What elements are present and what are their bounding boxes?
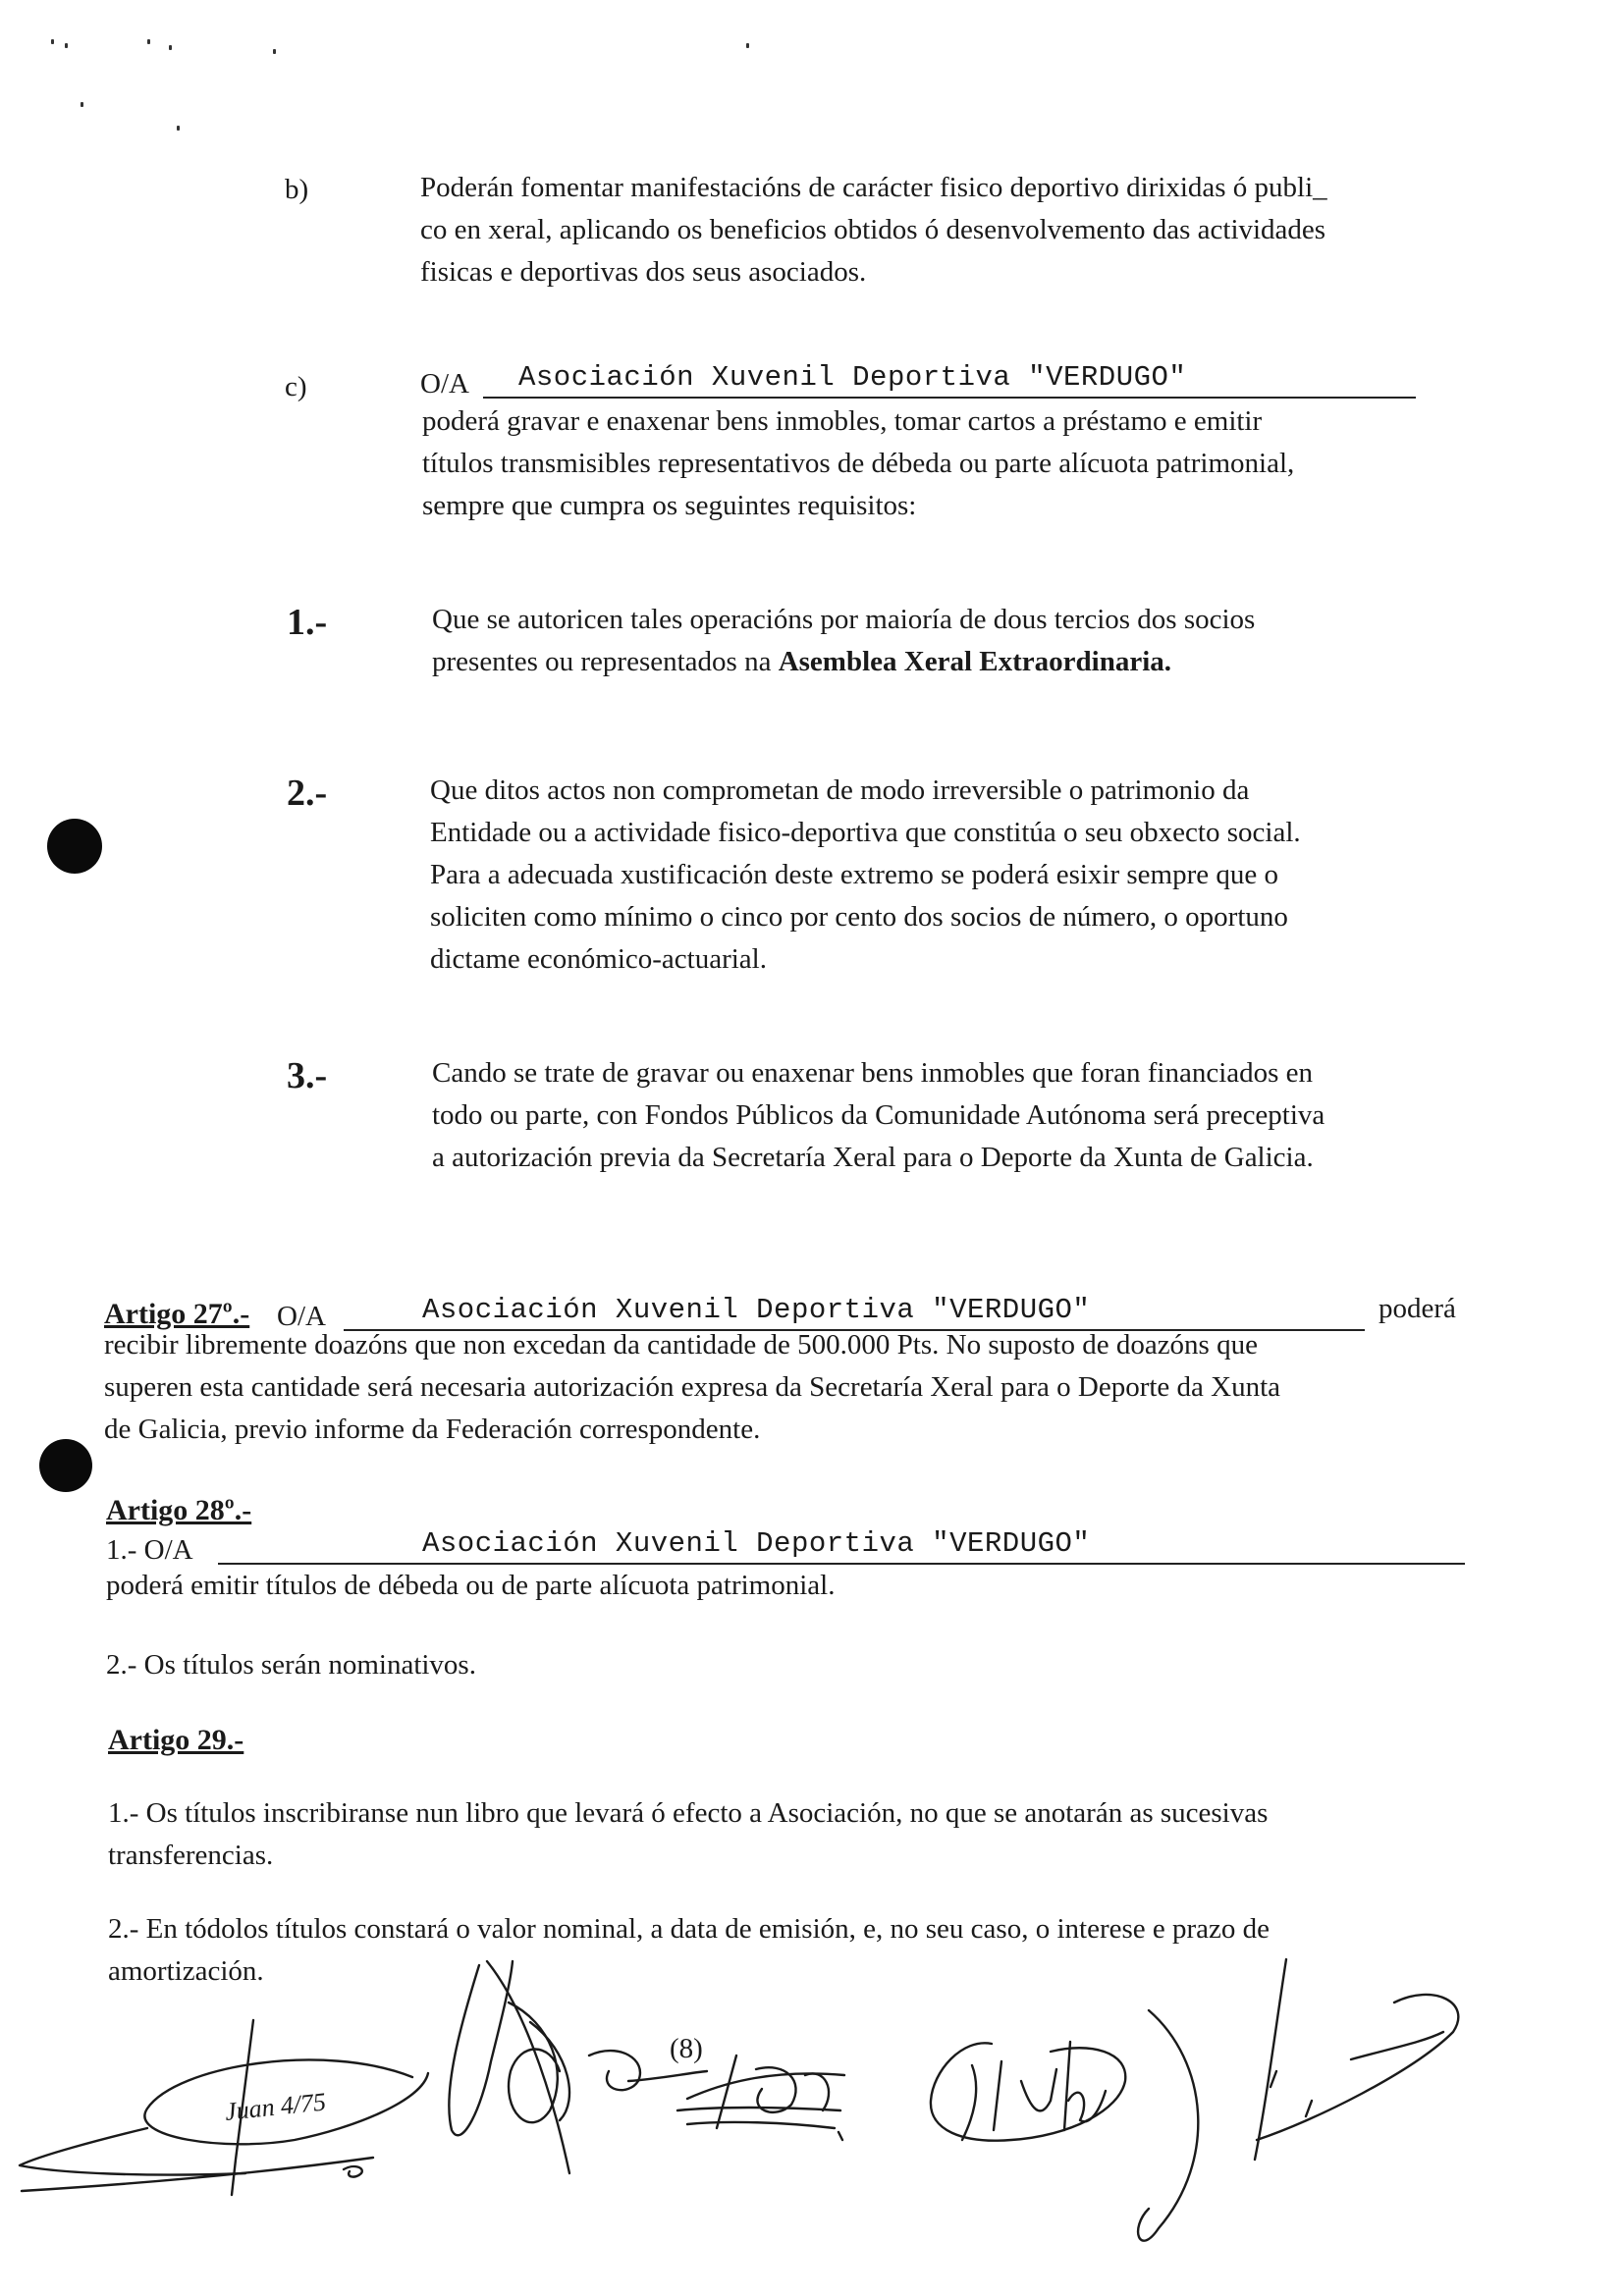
- entity-name: Asociación Xuvenil Deportiva "VERDUGO": [422, 1294, 1091, 1326]
- requirement-1-text: presentes ou representados na: [432, 646, 779, 677]
- signature-text: Juan 4/75: [223, 2087, 328, 2126]
- requirement-3-line: todo ou parte, con Fondos Públicos da Comunidade Autónoma será preceptiva: [432, 1099, 1325, 1131]
- item-c-line: títulos transmisibles representativos de débeda ou parte alícuota patrimonial,: [422, 448, 1295, 479]
- item-b-line: fisicas e deportivas dos seus asociados.: [420, 256, 867, 288]
- article-29-line: 1.- Os títulos inscribiranse nun libro que levará ó efecto a Asociación, no que se anotarán as sucesivas: [108, 1797, 1269, 1829]
- article-27-line: de Galicia, previo informe da Federación correspondente.: [104, 1414, 761, 1445]
- requirement-2-line: soliciten como mínimo o cinco por cento dos socios de número, o oportuno: [430, 901, 1288, 933]
- requirement-3-line: a autorización previa da Secretaría Xeral para o Deporte da Xunta de Galicia.: [432, 1142, 1314, 1173]
- article-29-line: amortización.: [108, 1955, 264, 1987]
- article-29-heading: Artigo 29.-: [108, 1724, 244, 1756]
- requirement-2-line: dictame económico-actuarial.: [430, 943, 767, 975]
- item-c-label: c): [285, 371, 307, 402]
- requirement-2-line: Para a adecuada xustificación deste extremo se poderá esixir sempre que o: [430, 859, 1278, 890]
- item-c-prefix: O/A: [420, 368, 469, 400]
- article-28-prefix: 1.- O/A: [106, 1534, 193, 1566]
- item-b-line: co en xeral, aplicando os beneficios obtidos ó desenvolvemento das actividades: [420, 214, 1326, 245]
- article-28-line: poderá emitir títulos de débeda ou de parte alícuota patrimonial.: [106, 1570, 836, 1601]
- article-27-prefix: O/A: [277, 1301, 326, 1332]
- requirement-3-number: 3.-: [287, 1055, 328, 1096]
- requirement-1-number: 1.-: [287, 602, 328, 643]
- item-c-line: sempre que cumpra os seguintes requisitos:: [422, 490, 917, 521]
- article-27-line: superen esta cantidade será necesaria autorización expresa da Secretaría Xeral para o Deporte da Xunta: [104, 1371, 1281, 1403]
- article-27-suffix: poderá: [1379, 1293, 1456, 1324]
- article-29-line: transferencias.: [108, 1840, 274, 1871]
- item-c-line: poderá gravar e enaxenar bens inmobles, tomar cartos a préstamo e emitir: [422, 405, 1263, 437]
- article-28-item-2: 2.- Os títulos serán nominativos.: [106, 1649, 476, 1681]
- requirement-2-line: Entidade ou a actividade fisico-deportiva que constitúa o seu obxecto social.: [430, 817, 1301, 848]
- article-28-heading: Artigo 28º.-: [106, 1494, 252, 1526]
- entity-name: Asociación Xuvenil Deportiva "VERDUGO": [518, 361, 1187, 394]
- entity-name: Asociación Xuvenil Deportiva "VERDUGO": [422, 1527, 1091, 1560]
- item-b-label: b): [285, 174, 309, 205]
- article-27-heading: Artigo 27º.-: [104, 1298, 250, 1330]
- article-29-line: 2.- En tódolos títulos constará o valor nominal, a data de emisión, e, no seu caso, o interese e prazo de: [108, 1913, 1271, 1945]
- signature-right: [931, 1959, 1458, 2241]
- requirement-3-line: Cando se trate de gravar ou enaxenar bens inmobles que foran financiados en: [432, 1057, 1314, 1089]
- signature-middle: [449, 1961, 844, 2173]
- page-number: (8): [670, 2033, 703, 2064]
- requirement-2-number: 2.-: [287, 773, 328, 814]
- item-b-line: Poderán fomentar manifestacións de carácter fisico deportivo dirixidas ó publi_: [420, 172, 1327, 203]
- article-27-line: recibir libremente doazóns que non excedan da cantidade de 500.000 Pts. No suposto de doazóns que: [104, 1329, 1258, 1361]
- requirement-2-line: Que ditos actos non comprometan de modo irreversible o patrimonio da: [430, 774, 1250, 806]
- requirement-1-line: Que se autoricen tales operacións por maioría de dous tercios dos socios: [432, 604, 1256, 635]
- assembly-name: Asemblea Xeral Extraordinaria.: [778, 646, 1171, 677]
- signature-left: [20, 2020, 428, 2195]
